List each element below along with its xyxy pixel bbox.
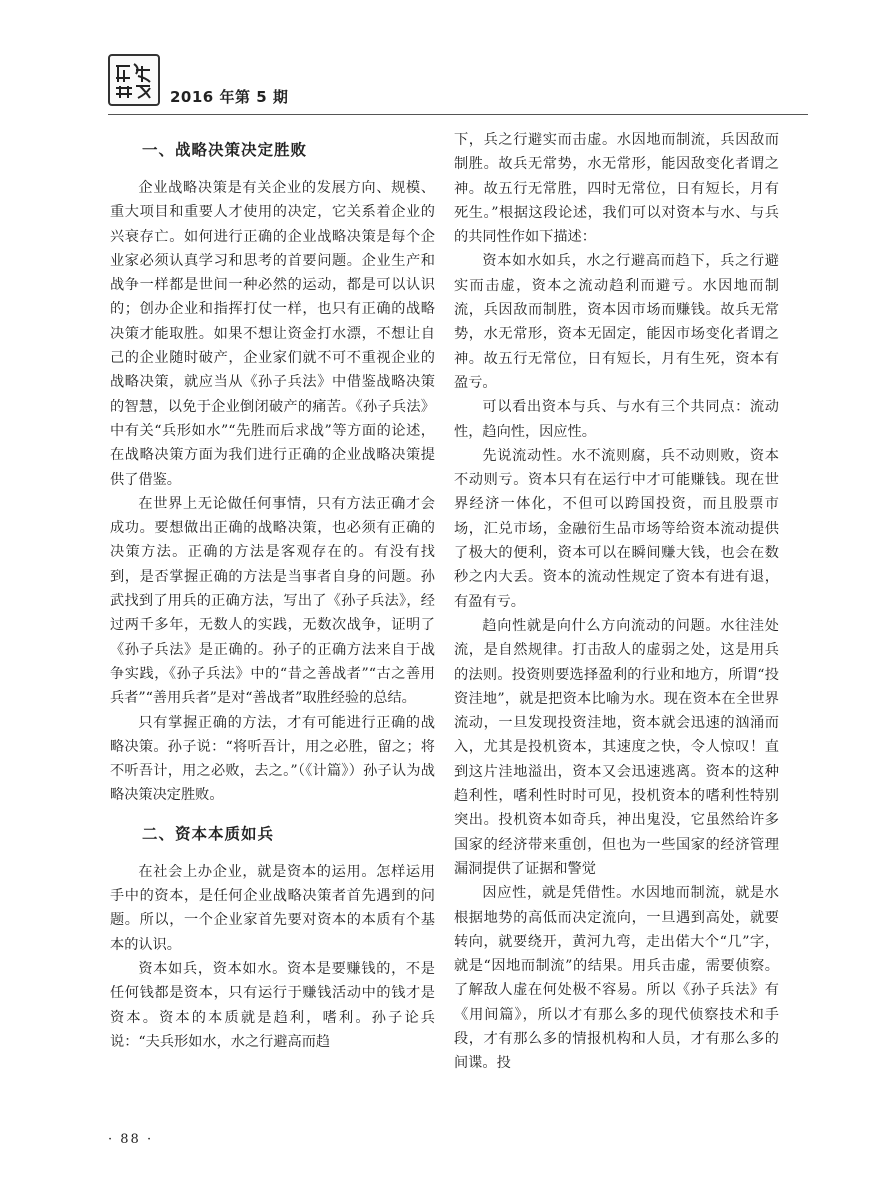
left-column: [110, 128, 435, 1054]
issue-label: 2016 年第 5 期: [170, 88, 289, 106]
paragraph: 在社会上办企业，就是资本的运用。怎样运用手中的资本，是任何企业战略决策者首先遇到的问题。所以，一个企业家首先要对资本的本质有个基本的认识。: [110, 863, 435, 953]
paragraph: 趋向性就是向什么方向流动的问题。水往洼处流，是自然规律。打击敌人的虚弱之处，这是用兵的法则。投资则要选择盈利的行业和地方，所谓“投资洼地”，就是把资本比喻为水。现在资本在全世界流动，一旦发现投资洼地，资本就会迅速的汹涌而入，尤其是投机资本，其速度之快，令人惊叹！直到这片洼地溢出，资本又会迅速逃离。资本的这种趋利性，嗜利性时时可见，投机资本的嗜利性特别突出。投机资本如奇兵，神出鬼没，它虽然给许多国家的经济带来重创，但也为一些国家的经济管理漏洞提供了证据和警觉: [454, 617, 779, 877]
paragraph: 企业战略决策是有关企业的发展方向、规模、重大项目和重要人才使用的决定，它关系着企业的兴衰存亡。如何进行正确的企业战略决策是每个企业家必须认真学习和思考的首要问题。企业生产和战争一样都是世间一种必然的运动，都是可以认识的；创办企业和指挥打仗一样，也只有正确的战略决策才能取胜。如果不想让资金打水漂，不想让自己的企业随时破产，企业家们就不可不重视企业的战略决策，就应当从《孙子兵法》中借鉴战略决策的智慧，以免于企业倒闭破产的痛苦。《孙子兵法》中有关“兵形如水”“先胜而后求战”等方面的论述，在战略决策方面为我们进行正确的企业战略决策提供了借鉴。: [110, 180, 435, 488]
page-header: [108, 54, 808, 114]
logo-seal-icon: [110, 56, 158, 104]
page-number: · 88 ·: [108, 1132, 154, 1147]
paragraph: 可以看出资本与兵、与水有三个共同点：流动性，趋向性，因应性。: [454, 399, 779, 440]
paragraph: 因应性，就是凭借性。水因地而制流，就是水根据地势的高低而决定流向，一旦遇到高处，就要转向，就要绕开，黄河九弯，走出偌大个“几”字，就是“因地而制流”的结果。用兵击虚，需要侦察。了解敌人虚在何处极不容易。所以《孙子兵法》有《用间篇》，所以才有那么多的现代侦察技术和手段，才有那么多的情报机构和人员，才有那么多的间谍。投: [454, 885, 779, 1072]
right-column: [454, 128, 779, 1076]
paragraph: 只有掌握正确的方法，才有可能进行正确的战略决策。孙子说：“将听吾计，用之必胜，留之；将不听吾计，用之必败，去之。”（《计篇》）孙子认为战略决策决定胜败。: [110, 714, 435, 804]
paragraph-continuation: 下，兵之行避实而击虚。水因地而制流，兵因敌而制胜。故兵无常势，水无常形，能因敌变化者谓之神。故五行无常胜，四时无常位，日有短长，月有死生。”根据这段论述，我们可以对资本与水、与兵的共同性作如下描述：: [454, 132, 779, 246]
paragraph: 在世界上无论做任何事情，只有方法正确才会成功。要想做出正确的战略决策，也必须有正确的决策方法。正确的方法是客观存在的。有没有找到，是否掌握正确的方法是当事者自身的问题。孙武找到了用兵的正确方法，写出了《孙子兵法》，经过两千多年，无数人的实践，无数次战争，证明了《孙子兵法》是正确的。孙子的正确方法来自于战争实践，《孙子兵法》中的“昔之善战者”“古之善用兵者”“善用兵者”是对“善战者”取胜经验的总结。: [110, 495, 435, 707]
journal-logo: [108, 54, 160, 106]
section-heading: 一、战略决策决定胜败: [142, 141, 308, 159]
paragraph: 资本如兵，资本如水。资本是要赚钱的，不是任何钱都是资本，只有运行于赚钱活动中的钱才是资本。资本的本质就是趋利，嗜利。孙子论兵说：“夫兵形如水，水之行避高而趋: [110, 960, 435, 1050]
paragraph: 资本如水如兵，水之行避高而趋下，兵之行避实而击虚，资本之流动趋利而避亏。水因地而制流，兵因敌而制胜，资本因市场而赚钱。故兵无常势，水无常形，资本无固定，能因市场变化者谓之神。故五行无常位，日有短长，月有生死，资本有盈亏。: [454, 253, 779, 391]
section-heading: 二、资本本质如兵: [142, 824, 275, 843]
header-rule: [108, 114, 808, 115]
paragraph: 先说流动性。水不流则腐，兵不动则败，资本不动则亏。资本只有在运行中才可能赚钱。现在世界经济一体化，不但可以跨国投资，而且股票市场，汇兑市场，金融衍生品市场等给资本流动提供了极大的便利，资本可以在瞬间赚大钱，也会在数秒之内大丢。资本的流动性规定了资本有进有退，有盈有亏。: [454, 447, 779, 610]
